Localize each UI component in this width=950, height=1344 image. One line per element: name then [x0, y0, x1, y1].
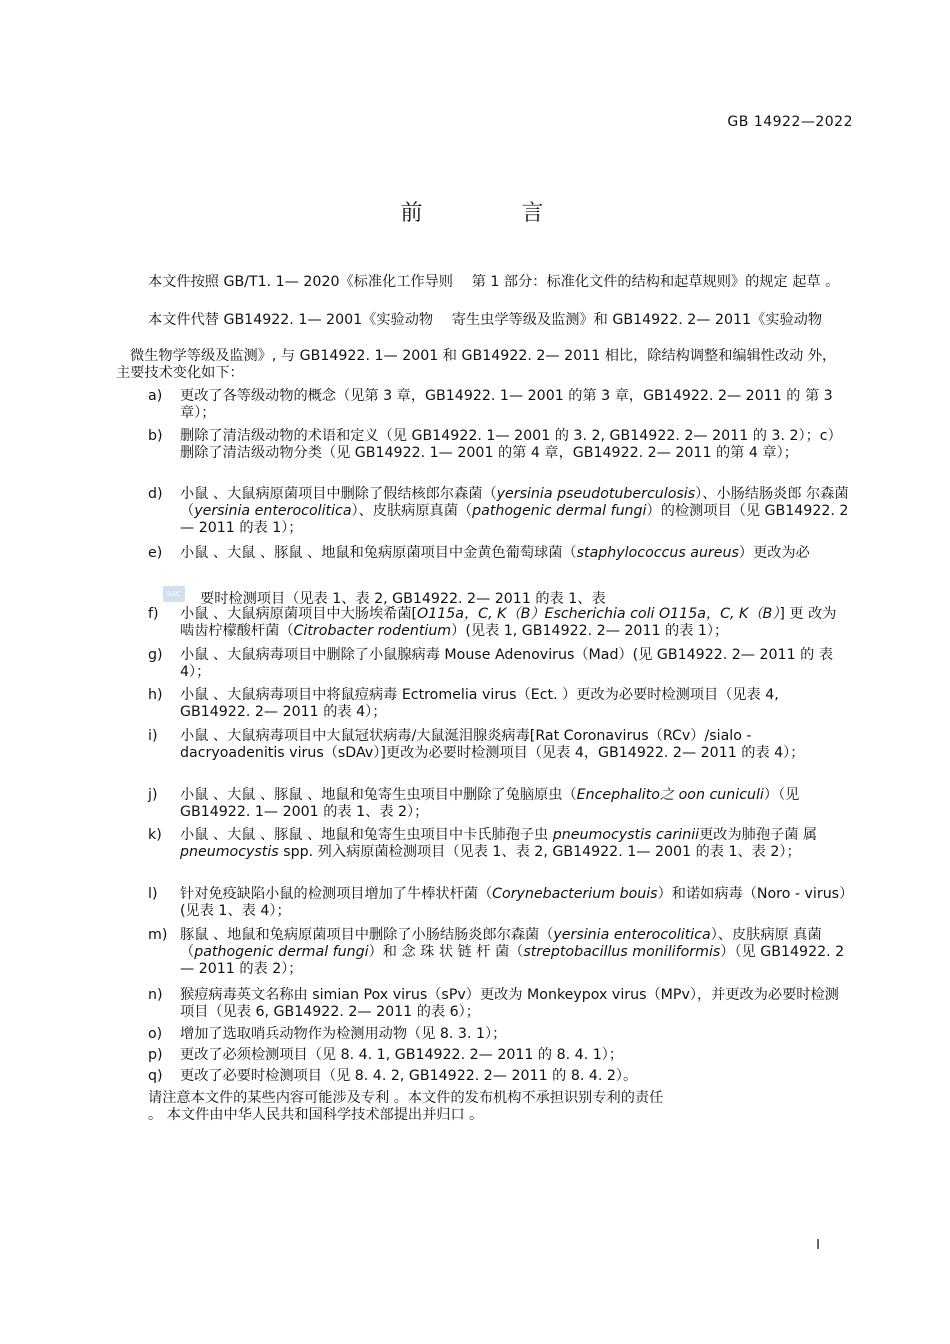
proposing-authority: 。 本文件由中华人民共和国科学技术部提出并归口 。: [148, 1107, 484, 1123]
intro-paragraph-1: 本文件按照 GB/T1. 1— 2020《标准化工作导则 第 1 部分：标准化文件的结构和起草规则》的规定 起草 。: [148, 274, 840, 290]
page-title: 前 言: [400, 201, 590, 226]
list-item-n: n) 猴痘病毒英文名称由 simian Pox virus（sPv）更改为 Monkeypox virus（MPv），并更改为必要时检测项目（见表 6, GB14922. 2— 2011 的表 6）；: [148, 987, 839, 1020]
standard-code: GB 14922—2022: [727, 114, 853, 130]
list-item-k: k) 小鼠 、大鼠 、豚鼠 、地鼠和兔寄生虫项目中卡氏肺孢子虫 pneumocystis carinii更改为肺孢子菌 属 pneumocystis spp. 列入病原菌检测项目（见表 1、表 2, GB14922. 1— 2001 的表 1、表 2）；: [148, 827, 818, 860]
list-item-b: b) 删除了清洁级动物的术语和定义（见 GB14922. 1— 2001 的 3. 2, GB14922. 2— 2011 的 3. 2）；c） 删除了清洁级动物分类（见 GB14922. 1— 2001 的第 4 章，GB14922. 2— 2011 的第 4 章）；: [148, 428, 849, 461]
list-item-i: i) 小鼠 、大鼠病毒项目中大鼠冠状病毒/大鼠涎泪腺炎病毒[Rat Coronavirus（RCv）/sialo - dacryoadenitis virus（sDAv）]更改为必要时检测项目（见表 4，GB14922. 2— 2011 的表 4）；: [148, 728, 805, 761]
list-item-j: j) 小鼠 、大鼠 、豚鼠 、地鼠和兔寄生虫项目中删除了兔脑原虫（Encephalito之 oon cuniculi）（见 GB14922. 1— 2001 的表 1、表 2）；: [148, 787, 800, 820]
list-item-o: o) 增加了选取哨兵动物作为检测用动物（见 8. 3. 1）；: [148, 1026, 507, 1042]
patent-notice: 请注意本文件的某些内容可能涉及专利 。本文件的发布机构不承担识别专利的责任: [148, 1090, 664, 1106]
sac-stamp: SAC: [163, 586, 185, 602]
list-item-l: l) 针对免疫缺陷小鼠的检测项目增加了牛棒状杆菌（Corynebacterium bouis）和诺如病毒（Noro - virus）(见表 1、表 4）；: [148, 886, 847, 919]
list-item-q: q) 更改了必要时检测项目（见 8. 4. 2, GB14922. 2— 2011 的 8. 4. 2）。: [148, 1068, 638, 1084]
list-item-a: a) 更改了各等级动物的概念（见第 3 章，GB14922. 1— 2001 的第 3 章，GB14922. 2— 2011 的 第 3 章）；: [148, 388, 833, 421]
page-number: I: [816, 1238, 820, 1253]
intro-paragraph-2: 本文件代替 GB14922. 1— 2001《实验动物 寄生虫学等级及监测》和 GB14922. 2— 2011《实验动物: [148, 312, 823, 328]
list-item-p: p) 更改了必须检测项目（见 8. 4. 1, GB14922. 2— 2011 的 8. 4. 1）；: [148, 1047, 624, 1063]
list-item-f: f) 小鼠 、大鼠病原菌项目中大肠埃希菌[O115a，C, K（B）Escherichia coli O115a，C, K（B）] 更 改为啮齿柠檬酸杆菌（Citrobacter rodentium）(见表 1, GB14922. 2— 2011 的表 1）；: [148, 606, 837, 639]
list-item-d: d) 小鼠 、大鼠病原菌项目中删除了假结核郎尔森菌（yersinia pseudotuberculosis）、小肠结肠炎郎 尔森菌（yersinia enterocolitica）、皮肤病原真菌（pathogenic dermal fungi）的检测项目（见 GB14922. 2— 2011 的表 1）；: [148, 486, 849, 536]
list-item-e-continued: 要时检测项目（见表 1、表 2, GB14922. 2— 2011 的表 1、表: [200, 591, 606, 607]
list-item-e: e) 小鼠 、大鼠 、豚鼠 、地鼠和兔病原菌项目中金黄色葡萄球菌（staphylococcus aureus）更改为必: [148, 545, 810, 561]
list-item-m: m) 豚鼠 、地鼠和兔病原菌项目中删除了小肠结肠炎郎尔森菌（yersinia enterocolitica）、皮肤病原 真菌 （pathogenic dermal fungi）和 念 珠 状 链 杆 菌（streptobacillus moniliformis）（见 GB14922. 2— 2011 的表 2）；: [148, 927, 845, 977]
list-item-g: g) 小鼠 、大鼠病毒项目中删除了小鼠腺病毒 Mouse Adenovirus（Mad）(见 GB14922. 2— 2011 的 表 4）；: [148, 647, 834, 680]
list-item-h: h) 小鼠 、大鼠病毒项目中将鼠痘病毒 Ectromelia virus（Ect. ）更改为必要时检测项目（见表 4, GB14922. 2— 2011 的表 4）；: [148, 687, 779, 720]
intro-paragraph-2-continued: 微生物学等级及监测》, 与 GB14922. 1— 2001 和 GB14922. 2— 2011 相比，除结构调整和编辑性改动 外，主要技术变化如下：: [116, 348, 837, 381]
